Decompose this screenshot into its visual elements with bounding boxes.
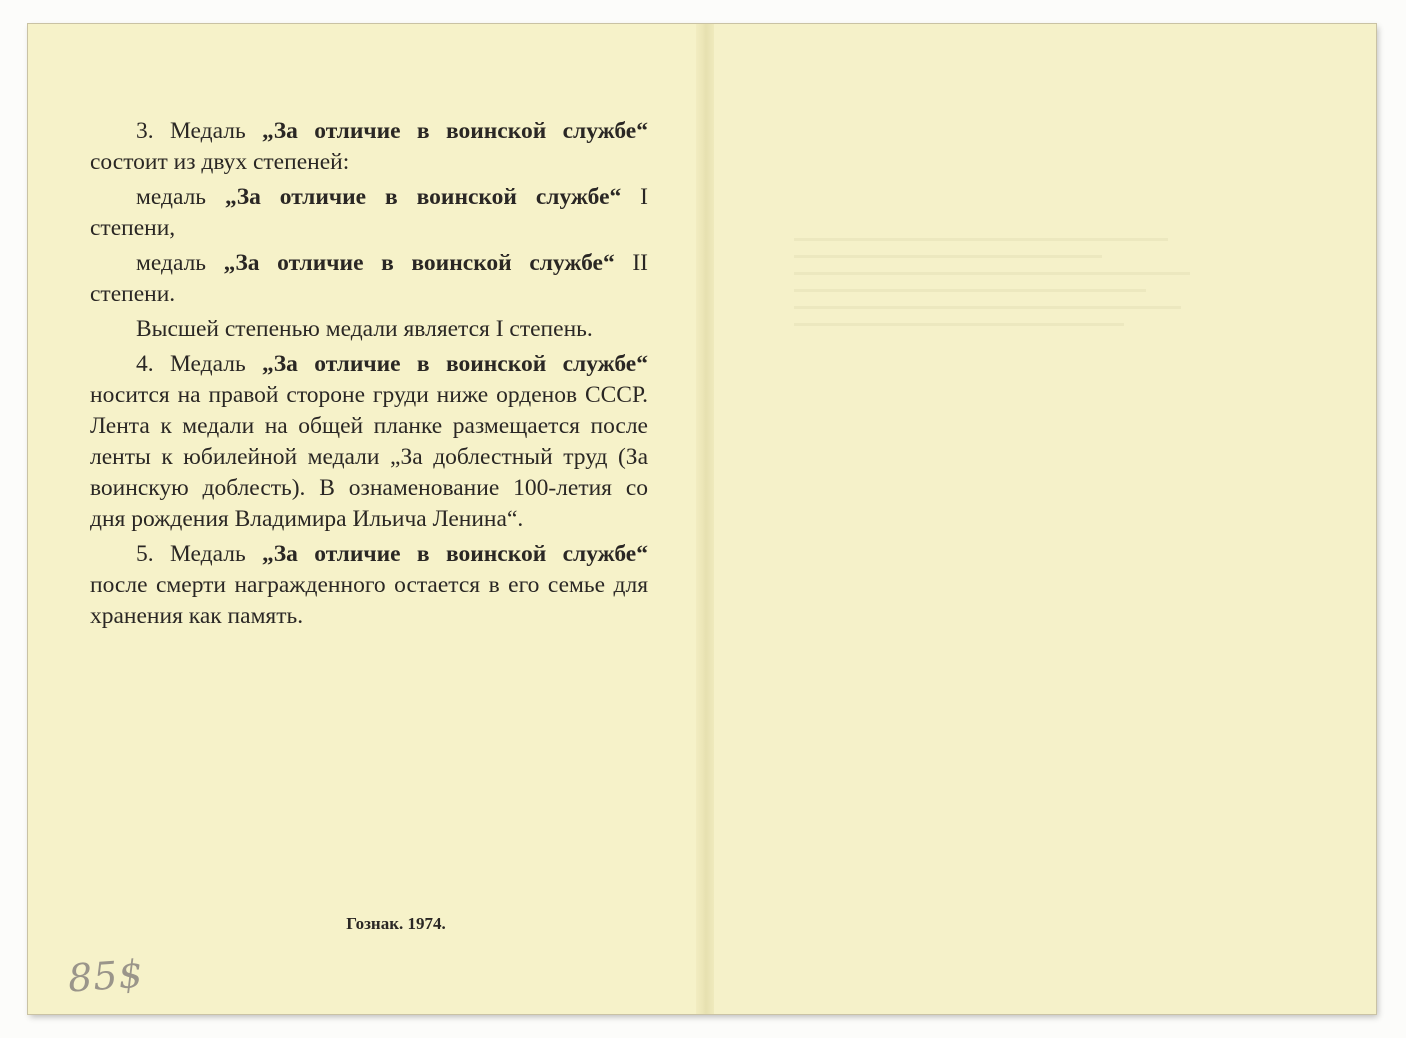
- paragraph-3-highest-degree: Высшей степенью медали является I степень.: [136, 316, 593, 342]
- left-page: [28, 24, 704, 1014]
- paragraph-3-degree-1: медаль „За отличие в воинской службе“ I степени,: [90, 184, 649, 241]
- paragraph-3: 3. Медаль „За отличие в воинской службе“ состоит из двух степеней:: [90, 118, 648, 175]
- right-page: [714, 24, 1376, 1014]
- left-page-text: [90, 116, 648, 636]
- printer-imprint: Гознак. 1974.: [346, 914, 446, 933]
- show-through-shading: [794, 224, 1234, 340]
- paragraph-3-degree-2: медаль „За отличие в воинской службе“ II степени.: [90, 250, 648, 307]
- booklet-spine: [696, 24, 714, 1014]
- paragraph-4: 4. Медаль „За отличие в воинской службе“ носится на правой стороне груди ниже орденов СССР. Лента к медали на общей планке размещается после ленты к юбилейной медали „За доблестный труд (За воинскую доблесть). В ознаменование 100-летия со дня рождения Владимира Ильича Ленина“.: [90, 351, 648, 532]
- pencil-note: 85$: [66, 951, 145, 1001]
- booklet: [28, 24, 1376, 1014]
- paragraph-5: 5. Медаль „За отличие в воинской службе“ после смерти награжденного остается в его семье для хранения как память.: [90, 541, 648, 629]
